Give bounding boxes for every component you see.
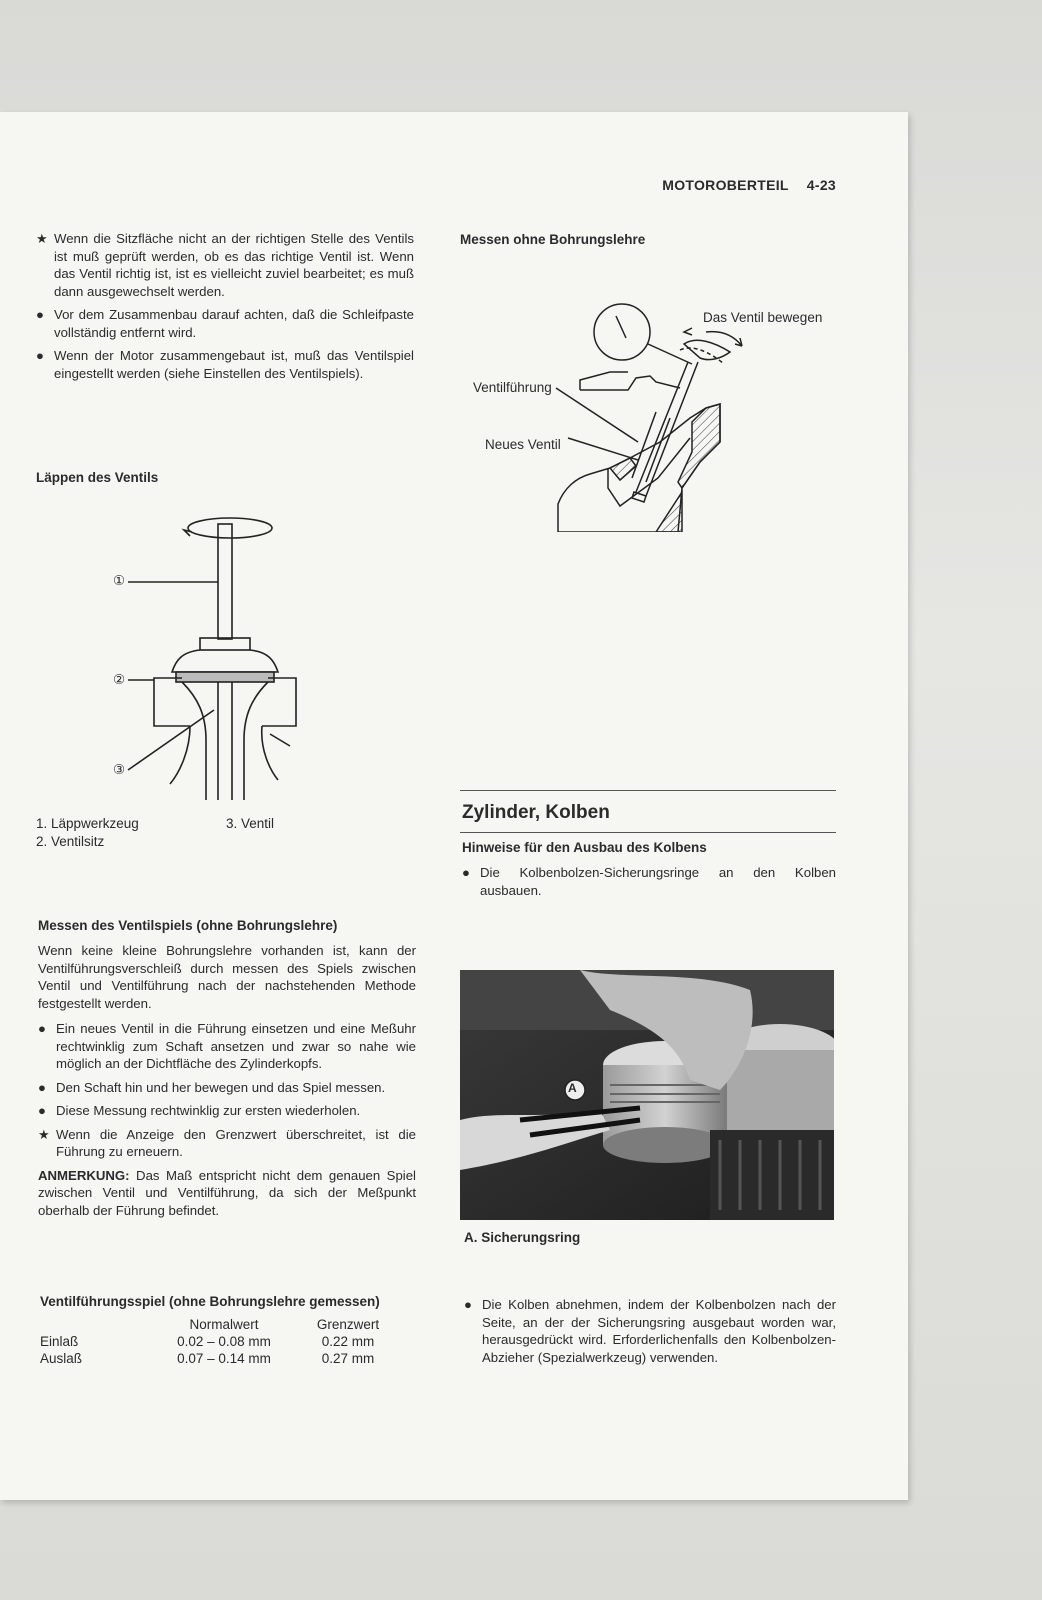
removal-bullets: [462, 864, 836, 905]
section-rule-top: [460, 790, 836, 791]
manual-page: [0, 112, 908, 1500]
bullet-marker: ●: [38, 1021, 46, 1036]
callout-1: ①: [113, 573, 126, 588]
page-header: [644, 177, 836, 193]
bullet-marker: ●: [38, 1079, 46, 1095]
measure-intro: Wenn keine kleine Bohrungslehre vorhanden ist, kann der Ventilführungsverschleiß durch messen des Spiels zwischen Ventil und Ventilführung nach der nachstehenden Methode festgestellt werden.: [38, 943, 416, 1011]
bullet-marker: ●: [36, 307, 44, 322]
list-item-text: Den Schaft hin und her bewegen und das Spiel messen.: [56, 1079, 386, 1095]
final-bullets: [464, 1296, 836, 1372]
star-marker: ★: [36, 231, 48, 246]
legend-item-1: 1. Läppwerkzeug: [36, 816, 139, 831]
table-cell: 0.22 mm: [321, 1334, 375, 1349]
table-cell: 0.02 – 0.08 mm: [177, 1334, 271, 1349]
measure-heading: Messen des Ventilspiels (ohne Bohrungslehre): [38, 918, 338, 933]
bullet-marker: ●: [462, 865, 470, 880]
callout-2: ②: [113, 672, 126, 687]
lapping-heading: Läppen des Ventils: [36, 470, 159, 485]
note-text: Das Maß entspricht nicht dem genauen Spiel zwischen Ventil und Ventilführung, da sich der Meßpunkt oberhalb der Führung befindet.: [38, 1167, 416, 1218]
note-label: ANMERKUNG:: [38, 1167, 130, 1183]
photo-caption: A. Sicherungsring: [464, 1230, 581, 1245]
page-number: 4-23: [806, 177, 836, 193]
label-valve-guide: Ventilführung: [473, 380, 552, 395]
note: [38, 1167, 416, 1220]
list-item: [38, 1102, 416, 1120]
bullet-marker: ●: [36, 348, 44, 363]
list-item: [38, 1020, 416, 1073]
table-row: [40, 1333, 398, 1350]
table-row: [40, 1350, 398, 1367]
legend-item-2: 2. Ventilsitz: [36, 834, 105, 849]
valve-lapping-diagram: [110, 510, 310, 810]
section-rule-bottom: [460, 832, 836, 833]
piston-photo: [460, 970, 834, 1220]
list-item: [38, 1126, 416, 1161]
table-cell: Einlaß: [40, 1334, 79, 1349]
section-title: Zylinder, Kolben: [462, 802, 610, 823]
removal-heading: Hinweise für den Ausbau des Kolbens: [462, 840, 707, 855]
intro-bullets: [36, 230, 414, 388]
section-title-header: MOTOROBERTEIL: [662, 177, 789, 193]
label-new-valve: Neues Ventil: [485, 437, 561, 452]
label-move-valve: Das Ventil bewegen: [703, 310, 823, 325]
spec-table: [40, 1316, 398, 1367]
list-item: [38, 1079, 416, 1097]
dial-gauge-icon: [594, 304, 650, 360]
bullet-marker: ●: [464, 1297, 472, 1312]
list-item-text: Vor dem Zusammenbau darauf achten, daß die Schleifpaste vollständig entfernt wird.: [54, 307, 414, 340]
column-header: Normalwert: [189, 1317, 259, 1332]
gauge-heading: Messen ohne Bohrungslehre: [460, 232, 646, 247]
rotation-arrow-icon: [188, 518, 272, 538]
table-cell: Auslaß: [40, 1351, 83, 1366]
list-item: [462, 864, 836, 899]
list-item-text: Wenn die Sitzfläche nicht an der richtigen Stelle des Ventils ist muß geprüft werden, ob es das richtige Ventil ist. Wenn das Ventil richtig ist, ist es vielleicht zuviel bearbeitet; es muß dann ausgewechselt werden.: [54, 231, 414, 299]
column-header: Grenzwert: [316, 1317, 380, 1332]
list-item: [464, 1296, 836, 1366]
list-item-text: Die Kolbenbolzen-Sicherungsringe an den Kolben ausbauen.: [480, 865, 836, 898]
column-header: [40, 1316, 150, 1333]
list-item-text: Wenn der Motor zusammengebaut ist, muß das Ventilspiel eingestellt werden (siehe Einstellen des Ventilspiels).: [54, 348, 414, 381]
list-item-text: Ein neues Ventil in die Führung einsetzen und eine Meßuhr rechtwinklig zum Schaft ansetzen und zwar so nahe wie möglich an der Dichtfläche des Zylinderkopfs.: [56, 1021, 416, 1071]
star-marker: ★: [38, 1126, 50, 1142]
table-cell: 0.07 – 0.14 mm: [177, 1351, 271, 1366]
spec-heading: Ventilführungsspiel (ohne Bohrungslehre gemessen): [40, 1294, 380, 1309]
measure-bullets: [38, 1020, 416, 1219]
list-item: [36, 230, 414, 300]
table-header-row: [40, 1316, 398, 1333]
list-item: [36, 306, 414, 341]
dial-gauge-diagram: [460, 292, 840, 532]
list-item-text: Die Kolben abnehmen, indem der Kolbenbolzen nach der Seite, an der der Sicherungsring ausgebaut worden war, herausgedrückt wird. Erforderlichenfalls den Kolbenbolzen-Abzieher (Spezialwerkzeug) verwenden.: [482, 1297, 836, 1365]
table-cell: 0.27 mm: [321, 1351, 375, 1366]
callout-3: ③: [113, 762, 126, 777]
list-item-text: Wenn die Anzeige den Grenzwert überschreitet, ist die Führung zu erneuern.: [56, 1126, 416, 1159]
photo-callout-a: A: [568, 1081, 577, 1095]
list-item: [36, 347, 414, 382]
legend-item-3: 3. Ventil: [226, 816, 275, 831]
bullet-marker: ●: [38, 1103, 46, 1118]
list-item-text: Diese Messung rechtwinklig zur ersten wiederholen.: [56, 1103, 361, 1118]
